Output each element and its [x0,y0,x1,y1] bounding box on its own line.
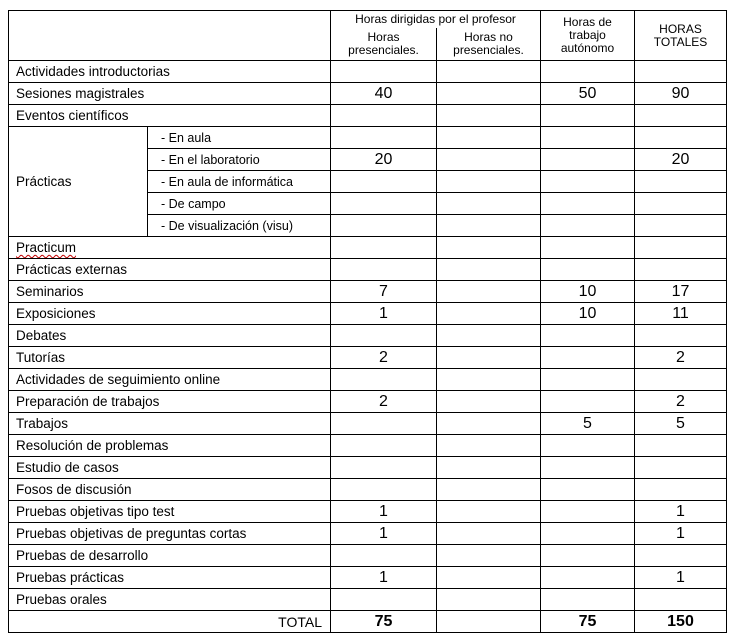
practicas-sub-label: - En aula de informática [148,171,331,193]
cell-no-presenciales [437,413,541,435]
cell-autonomo [541,545,635,567]
table-row [9,83,727,105]
row-label: Tutorías [9,347,331,369]
cell-total [635,545,727,567]
header-trabajo-autonomo: Horas de trabajo autónomo [541,11,635,61]
cell-total [635,61,727,83]
row-label: Actividades introductorias [9,61,331,83]
cell-presenciales [331,171,437,193]
cell-total [635,589,727,611]
cell-no-presenciales [437,501,541,523]
cell-presenciales [331,127,437,149]
cell-total [635,193,727,215]
cell-total: 2 [635,391,727,413]
cell-total: 5 [635,413,727,435]
practicas-sub-label: - De campo [148,193,331,215]
practicas-label: Prácticas [9,127,148,237]
cell-autonomo [541,347,635,369]
cell-no-presenciales [437,303,541,325]
cell-autonomo [541,567,635,589]
cell-no-presenciales [437,545,541,567]
row-label: Debates [9,325,331,347]
cell-presenciales: 20 [331,149,437,171]
table-row [9,347,727,369]
cell-autonomo [541,127,635,149]
cell-presenciales [331,193,437,215]
cell-autonomo [541,61,635,83]
cell-no-presenciales [437,435,541,457]
table-row [9,61,727,83]
cell-presenciales [331,325,437,347]
row-label: Eventos científicos [9,105,331,127]
cell-total: 1 [635,567,727,589]
cell-autonomo [541,193,635,215]
cell-total [635,259,727,281]
cell-presenciales [331,259,437,281]
table-row [9,479,727,501]
cell-no-presenciales [437,83,541,105]
cell-presenciales [331,589,437,611]
cell-autonomo: 10 [541,281,635,303]
cell-no-presenciales [437,61,541,83]
cell-presenciales [331,435,437,457]
cell-no-presenciales [437,347,541,369]
table-row [9,369,727,391]
cell-autonomo [541,171,635,193]
row-label: Pruebas objetivas de preguntas cortas [9,523,331,545]
cell-presenciales: 7 [331,281,437,303]
hours-table-container [8,10,726,633]
hours-table [8,10,727,633]
row-label: Exposiciones [9,303,331,325]
cell-no-presenciales [437,523,541,545]
table-row [9,545,727,567]
cell-total [635,105,727,127]
cell-total [635,479,727,501]
total-label: TOTAL [9,611,331,633]
cell-autonomo [541,369,635,391]
row-label: Actividades de seguimiento online [9,369,331,391]
header-empty-cell [9,11,331,61]
cell-autonomo [541,259,635,281]
cell-presenciales: 1 [331,523,437,545]
cell-total: 17 [635,281,727,303]
cell-total: 1 [635,501,727,523]
total-presenciales: 75 [331,611,437,633]
cell-no-presenciales [437,567,541,589]
cell-no-presenciales [437,259,541,281]
table-row [9,589,727,611]
cell-total: 1 [635,523,727,545]
cell-no-presenciales [437,171,541,193]
header-horas-no-presenciales: Horas no presenciales. [437,28,541,61]
row-label: Resolución de problemas [9,435,331,457]
cell-no-presenciales [437,127,541,149]
cell-autonomo [541,457,635,479]
cell-total: 2 [635,347,727,369]
cell-no-presenciales [437,391,541,413]
table-row [9,523,727,545]
table-row [9,435,727,457]
cell-presenciales [331,237,437,259]
row-label: Preparación de trabajos [9,391,331,413]
cell-total [635,215,727,237]
cell-presenciales [331,457,437,479]
cell-no-presenciales [437,369,541,391]
row-label: Estudio de casos [9,457,331,479]
header-group-profesor: Horas dirigidas por el profesor [331,11,541,28]
cell-no-presenciales [437,325,541,347]
cell-total [635,435,727,457]
cell-autonomo [541,149,635,171]
cell-autonomo [541,105,635,127]
cell-autonomo [541,237,635,259]
row-label: Prácticas externas [9,259,331,281]
cell-total: 11 [635,303,727,325]
cell-autonomo: 5 [541,413,635,435]
row-label: Sesiones magistrales [9,83,331,105]
cell-no-presenciales [437,215,541,237]
practicas-sub-label: - De visualización (visu) [148,215,331,237]
table-row [9,413,727,435]
row-label: Fosos de discusión [9,479,331,501]
cell-no-presenciales [437,149,541,171]
cell-no-presenciales [437,237,541,259]
cell-presenciales [331,369,437,391]
row-label [9,237,331,259]
row-label: Pruebas prácticas [9,567,331,589]
row-label: Seminarios [9,281,331,303]
cell-autonomo [541,523,635,545]
cell-presenciales [331,105,437,127]
table-row [9,391,727,413]
cell-autonomo [541,501,635,523]
cell-presenciales: 2 [331,347,437,369]
cell-total: 20 [635,149,727,171]
cell-autonomo [541,215,635,237]
cell-no-presenciales [437,281,541,303]
cell-presenciales: 2 [331,391,437,413]
table-row [9,127,727,149]
row-label: Pruebas objetivas tipo test [9,501,331,523]
cell-presenciales [331,479,437,501]
cell-presenciales [331,545,437,567]
cell-total [635,237,727,259]
cell-presenciales: 1 [331,303,437,325]
cell-autonomo [541,391,635,413]
total-autonomo: 75 [541,611,635,633]
table-row [9,237,727,259]
row-label: Pruebas orales [9,589,331,611]
cell-autonomo: 10 [541,303,635,325]
cell-autonomo: 50 [541,83,635,105]
cell-autonomo [541,589,635,611]
spellcheck-underlined-label: Practicum [16,240,77,255]
header-horas-totales: HORAS TOTALES [635,11,727,61]
total-row [9,611,727,633]
total-no-presenciales [437,611,541,633]
table-row [9,567,727,589]
cell-total [635,369,727,391]
table-row [9,501,727,523]
cell-autonomo [541,435,635,457]
table-row [9,457,727,479]
practicas-sub-label: - En aula [148,127,331,149]
table-row [9,303,727,325]
cell-no-presenciales [437,193,541,215]
table-row [9,259,727,281]
cell-autonomo [541,325,635,347]
cell-no-presenciales [437,479,541,501]
cell-presenciales: 40 [331,83,437,105]
cell-presenciales [331,413,437,435]
header-horas-presenciales: Horas presenciales. [331,28,437,61]
cell-autonomo [541,479,635,501]
cell-presenciales: 1 [331,501,437,523]
cell-total [635,457,727,479]
row-label: Trabajos [9,413,331,435]
cell-total: 90 [635,83,727,105]
table-row [9,105,727,127]
practicas-sub-label: - En el laboratorio [148,149,331,171]
cell-no-presenciales [437,105,541,127]
table-row [9,281,727,303]
total-horas: 150 [635,611,727,633]
table-row [9,325,727,347]
cell-no-presenciales [437,589,541,611]
cell-total [635,325,727,347]
cell-presenciales [331,61,437,83]
cell-presenciales: 1 [331,567,437,589]
cell-total [635,127,727,149]
cell-total [635,171,727,193]
row-label: Pruebas de desarrollo [9,545,331,567]
cell-no-presenciales [437,457,541,479]
cell-presenciales [331,215,437,237]
